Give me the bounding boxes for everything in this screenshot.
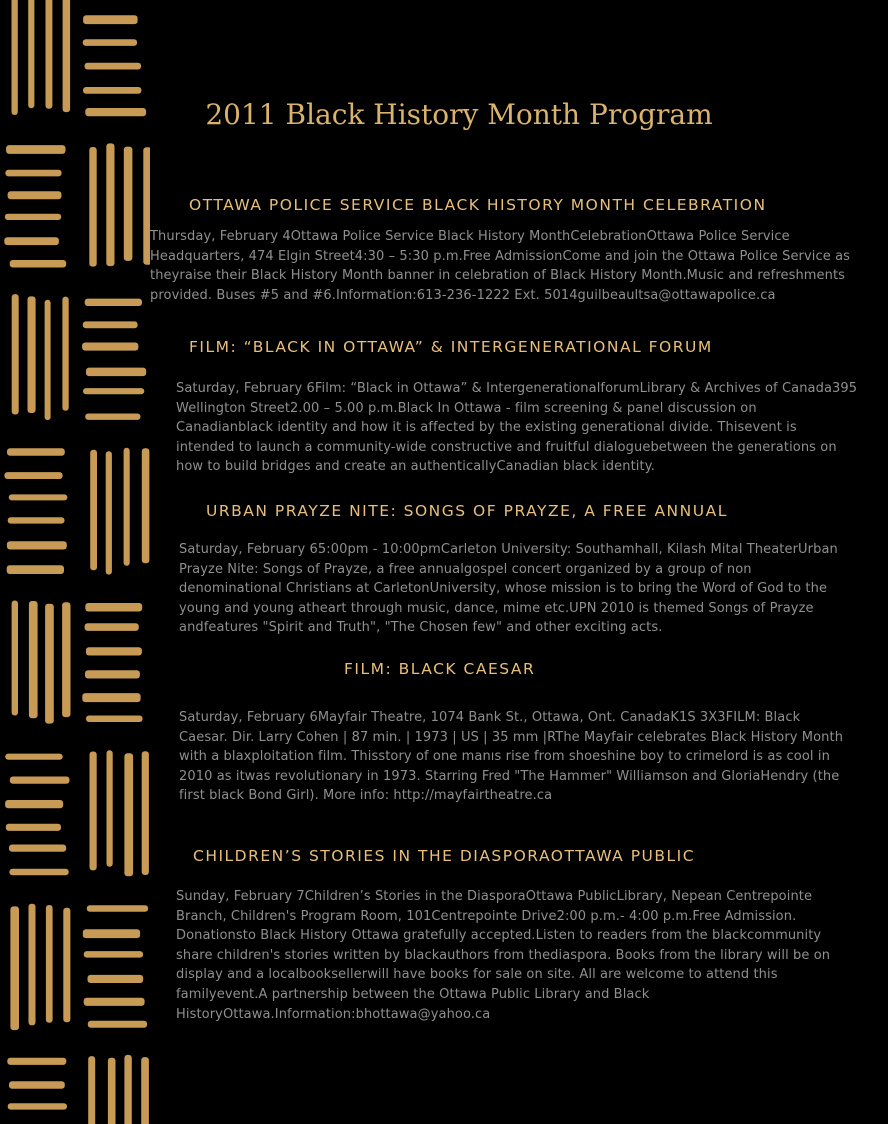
vertical-stripe	[62, 297, 68, 411]
horizontal-stripe	[8, 517, 65, 523]
horizontal-stripe	[83, 39, 137, 46]
mud-cloth-stripes-graphic	[0, 0, 150, 1124]
horizontal-stripe	[4, 237, 59, 245]
horizontal-stripe	[82, 693, 140, 702]
horizontal-stripe	[5, 170, 61, 177]
vertical-stripe	[107, 750, 113, 867]
horizontal-stripe	[5, 800, 63, 808]
vertical-stripe	[90, 450, 97, 570]
vertical-stripe	[90, 752, 97, 871]
vertical-stripe	[124, 147, 133, 261]
vertical-stripe	[45, 604, 54, 724]
event-heading: URBAN PRAYZE NITE: SONGS OF PRAYZE, A FREE ANNUAL	[206, 502, 728, 520]
event-description: Saturday, February 65:00pm - 10:00pmCarleton University: Southamhall, Kilash Mital TheaterUrban Prayze Nite: Songs of Prayze, a free annualgospel concert organized by a group of non denominational Christians at CarletonUniversity, whose mission is to bring the Word of God to the young and young atheart through music, dance, mime etc.UPN 2010 is themed Songs of Prayze andfeatures "Spirit and Truth", "The Chosen few" and other exciting acts.	[179, 542, 838, 636]
vertical-stripe	[10, 906, 19, 1030]
horizontal-stripe	[7, 565, 64, 574]
event-description: Sunday, February 7Children’s Stories in the DiasporaOttawa PublicLibrary, Nepean Centrepointe Branch, Children's Program Room, 101Centrepointe Drive2:00 p.m.- 4:00 p.m.Free Admission. Donationsto Black History Ottawa gratefully accepted.Listen to readers from the blackcommunity share children's stories written by blackauthors from thediaspora. Books from the library will be on display and a localbooksellerwill have books for sale on site. All are welcome to attend this familyevent.A partnership between the Ottawa Public Library and Black HistoryOttawa.Information:bhottawa@yahoo.ca	[176, 889, 831, 1022]
horizontal-stripe	[10, 777, 70, 784]
vertical-stripe	[143, 147, 150, 265]
horizontal-stripe	[85, 603, 142, 612]
horizontal-stripe	[87, 905, 148, 912]
horizontal-stripe	[83, 321, 138, 328]
vertical-stripe	[28, 296, 36, 413]
vertical-stripe	[12, 294, 19, 414]
page-title: 2011 Black History Month Program	[205, 98, 713, 131]
horizontal-stripe	[86, 368, 146, 377]
vertical-stripe	[29, 904, 36, 1026]
horizontal-stripe	[9, 845, 66, 852]
horizontal-stripe	[85, 623, 139, 631]
event-heading: FILM: BLACK CAESAR	[344, 660, 536, 678]
vertical-stripe	[106, 451, 112, 574]
vertical-stripe	[88, 1056, 95, 1124]
event-heading: CHILDREN’S STORIES IN THE DIASPORAOTTAWA PUBLIC	[193, 847, 696, 865]
horizontal-stripe	[6, 145, 65, 154]
vertical-stripe	[45, 300, 51, 420]
vertical-stripe	[62, 602, 70, 717]
horizontal-stripe	[7, 541, 67, 549]
vertical-stripe	[124, 1055, 131, 1124]
event-heading: FILM: “BLACK IN OTTAWA” & INTERGENERATIONAL FORUM	[189, 338, 713, 356]
vertical-stripe	[124, 448, 130, 566]
horizontal-stripe	[85, 63, 142, 70]
horizontal-stripe	[9, 1081, 65, 1089]
vertical-stripe	[89, 147, 96, 267]
horizontal-stripe	[85, 108, 146, 116]
horizontal-stripe	[10, 260, 66, 268]
horizontal-stripe	[88, 1021, 147, 1028]
horizontal-stripe	[83, 15, 138, 24]
vertical-stripe	[142, 448, 150, 563]
horizontal-stripe	[7, 1058, 66, 1065]
horizontal-stripe	[5, 214, 61, 220]
vertical-stripe	[142, 751, 149, 875]
horizontal-stripe	[84, 951, 143, 958]
horizontal-stripe	[8, 191, 62, 199]
horizontal-stripe	[83, 388, 144, 394]
vertical-stripe	[29, 601, 38, 718]
event-description: Saturday, February 6Mayfair Theatre, 1074 Bank St., Ottawa, Ont. CanadaK1S 3X3FILM: Black Caesar. Dir. Larry Cohen | 87 min. | 1973 | US | 35 mm |RThe Mayfair celebrates Black History Month with a blaxploitation film. Thisstory of one manıs rise from shoeshine boy to crimelord is as cool in 2010 as itwas revolutionary in 1973. Starring Fred "The Hammer" Williamson and GloriaHendry (the first black Bond Girl). More info: http://mayfairtheatre.ca	[179, 710, 844, 804]
horizontal-stripe	[6, 824, 61, 831]
vertical-stripe	[124, 753, 133, 876]
event-heading: OTTAWA POLICE SERVICE BLACK HISTORY MONTH CELEBRATION	[189, 196, 767, 214]
horizontal-stripe	[5, 754, 63, 760]
decorative-stripe-pattern	[0, 0, 150, 1124]
horizontal-stripe	[85, 414, 140, 420]
horizontal-stripe	[86, 647, 142, 655]
horizontal-stripe	[7, 448, 65, 456]
horizontal-stripe	[84, 998, 145, 1006]
horizontal-stripe	[9, 869, 68, 876]
horizontal-stripe	[4, 472, 62, 479]
horizontal-stripe	[85, 670, 140, 678]
horizontal-stripe	[83, 87, 141, 94]
horizontal-stripe	[86, 716, 143, 723]
horizontal-stripe	[88, 975, 144, 983]
horizontal-stripe	[83, 929, 140, 938]
vertical-stripe	[108, 1058, 116, 1124]
vertical-stripe	[141, 1057, 149, 1124]
vertical-stripe	[46, 0, 53, 109]
vertical-stripe	[12, 0, 18, 115]
vertical-stripe	[63, 0, 71, 112]
vertical-stripe	[12, 601, 18, 716]
vertical-stripe	[63, 908, 70, 1023]
horizontal-stripe	[85, 299, 142, 306]
vertical-stripe	[46, 905, 53, 1023]
horizontal-stripe	[82, 343, 138, 351]
vertical-stripe	[28, 0, 34, 108]
horizontal-stripe	[8, 1103, 67, 1109]
event-description: Thursday, February 4Ottawa Police Service Black History MonthCelebrationOttawa Police Service Headquarters, 474 Elgin Street4:30 – 5:30 p.m.Free AdmissionCome and join the Ottawa Police Service as theyraise their Black History Month banner in celebration of Black History Month.Music and refreshments provided. Buses #5 and #6.Information:613-236-1222 Ext. 5014guilbeaultsa@ottawapolice.ca	[150, 229, 851, 303]
vertical-stripe	[106, 143, 114, 266]
horizontal-stripe	[9, 494, 68, 500]
event-description: Saturday, February 6Film: “Black in Ottawa” & IntergenerationalforumLibrary & Archives of Canada395 Wellington Street2.00 – 5.00 p.m.Black In Ottawa - film screening & panel discussion on Canadianblack identity and how it is affected by the existing generational divide. Thisevent is intended to launch a community-wide constructive and fruitful dialoguebetween the generations on how to build bridges and create an authenticallyCanadian black identity.	[176, 381, 858, 475]
